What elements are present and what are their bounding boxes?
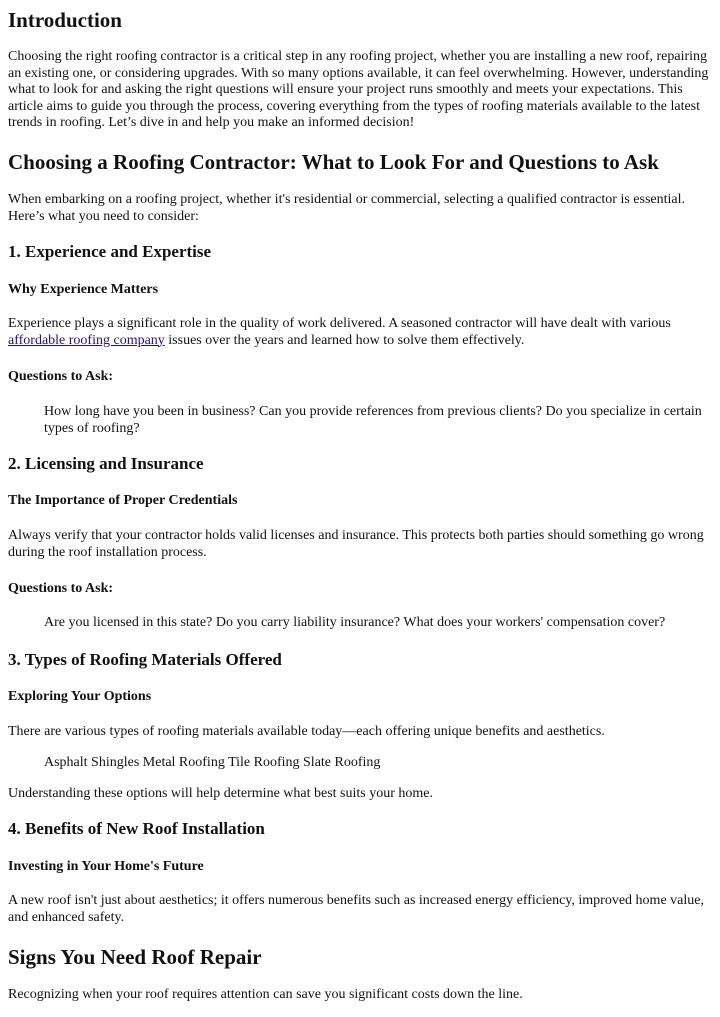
section-2-subheading: The Importance of Proper Credentials: [8, 493, 238, 508]
section-1-text-after: issues over the years and learned how to solve them effectively.: [164, 332, 525, 348]
section-2-questions: Are you licensed in this state? Do you carry liability insurance? What does your workers' compensation cover?: [44, 615, 666, 630]
section-1-questions: How long have you been in business? Can you provide references from previous clients? Do you specialize in certain types of roofing?: [44, 404, 702, 436]
section-1-questions-heading: Questions to Ask:: [8, 369, 114, 384]
section-1-heading: 1. Experience and Expertise: [8, 242, 212, 261]
section-3-heading: 3. Types of Roofing Materials Offered: [8, 650, 282, 669]
section-1-paragraph: [8, 316, 713, 349]
signs-heading: Signs You Need Roof Repair: [8, 945, 262, 969]
roofing-materials-list: Asphalt Shingles Metal Roofing Tile Roofing Slate Roofing: [44, 755, 381, 770]
choosing-heading: Choosing a Roofing Contractor: What to Look For and Questions to Ask: [8, 150, 659, 174]
section-1-text-before: Experience plays a significant role in the quality of work delivered. A seasoned contractor will have dealt with various: [8, 316, 671, 331]
section-4-heading: 4. Benefits of New Roof Installation: [8, 819, 265, 838]
intro-paragraph: Choosing the right roofing contractor is a critical step in any roofing project, whether you are installing a new roof, repairing an existing one, or considering upgrades. With so many options available, it can feel overwhelming. However, understanding what to look for and asking the right questions will ensure your project runs smoothly and meets your expectations. This article aims to guide you through the process, covering everything from the types of roofing materials available to the latest trends in roofing. Let’s dive in and help you make an informed decision!: [8, 49, 709, 130]
section-4-subheading: Investing in Your Home's Future: [8, 859, 204, 874]
section-2-paragraph: Always verify that your contractor holds valid licenses and insurance. This protects both parties should something go wrong during the roof installation process.: [8, 528, 704, 560]
section-4-paragraph: A new roof isn't just about aesthetics; it offers numerous benefits such as increased energy efficiency, improved home value, and enhanced safety.: [8, 893, 704, 925]
choosing-paragraph: When embarking on a roofing project, whether it's residential or commercial, selecting a qualified contractor is essential. Here’s what you need to consider:: [8, 192, 686, 224]
section-3-paragraph-2: Understanding these options will help determine what best suits your home.: [8, 786, 433, 801]
intro-heading: Introduction: [8, 8, 122, 32]
section-2-questions-heading: Questions to Ask:: [8, 581, 114, 596]
signs-paragraph: Recognizing when your roof requires attention can save you significant costs down the line.: [8, 987, 523, 1002]
section-1-subheading: Why Experience Matters: [8, 282, 159, 297]
affordable-roofing-link[interactable]: affordable roofing company: [8, 332, 165, 348]
section-2-heading: 2. Licensing and Insurance: [8, 454, 204, 473]
section-3-subheading: Exploring Your Options: [8, 689, 152, 704]
section-3-paragraph: There are various types of roofing materials available today—each offering unique benefits and aesthetics.: [8, 724, 605, 739]
